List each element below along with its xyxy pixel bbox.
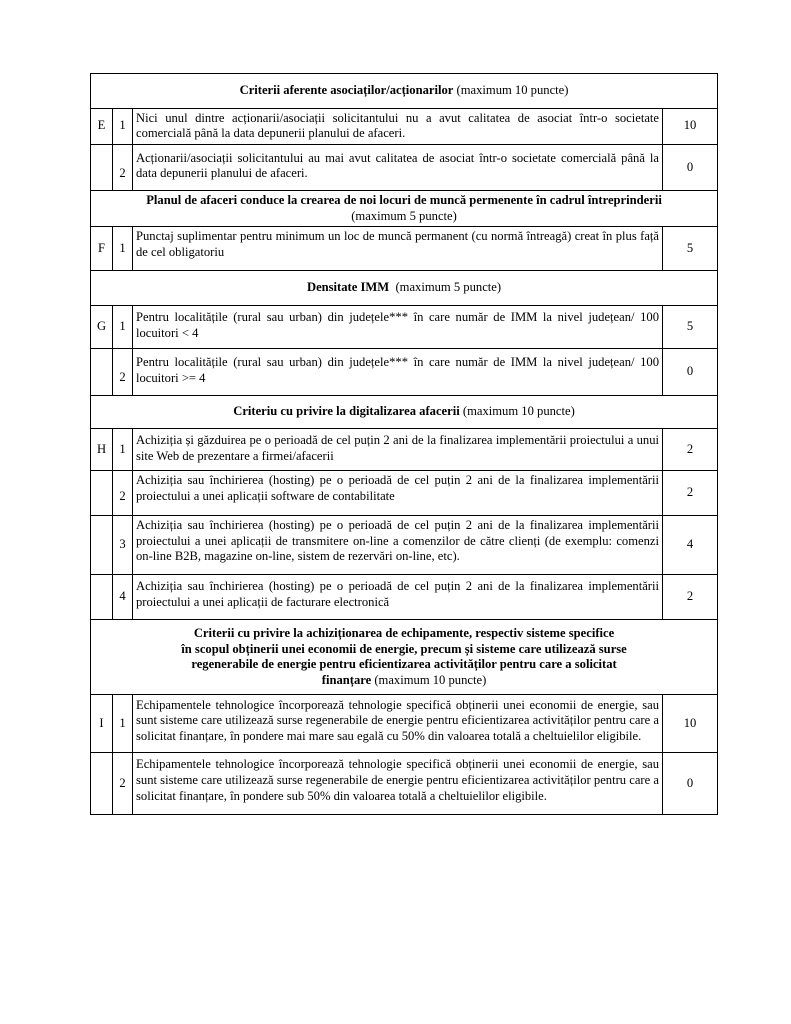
criterion-number: 1 [113,428,133,470]
criterion-text: Achiziția sau închirierea (hosting) pe o perioadă de cel puțin 2 ani de la finalizarea implementării proiectului a unei aplicații de facturare electronică [133,575,663,620]
criterion-score: 0 [663,349,718,396]
criterion-text: Pentru localitățile (rural sau urban) din județele*** în care număr de IMM la nivel județean/ 100 locuitori < 4 [133,305,663,348]
criterion-number: 2 [113,349,133,396]
section-header-row [91,190,718,226]
criterion-score: 5 [663,227,718,271]
criterion-score: 4 [663,516,718,575]
criterion-letter-empty [91,575,113,620]
section-title-line: finanțare [321,673,372,688]
table-row [91,349,718,396]
criterion-letter-empty [91,753,113,815]
section-title-line: Criterii cu privire la achiziționarea de echipamente, respectiv sisteme specifice [193,626,615,641]
criterion-number: 2 [113,144,133,190]
table-row [91,694,718,753]
section-header-g [91,271,718,306]
section-title: Densitate IMM [306,280,390,295]
section-title: Planul de afaceri conduce la crearea de noi locuri de muncă permenente în cadrul întreprinderii [146,192,662,207]
criterion-score: 0 [663,144,718,190]
section-header-i [91,620,718,694]
criterion-number: 2 [113,753,133,815]
criterion-text: Punctaj suplimentar pentru minimum un loc de muncă permanent (cu normă întreagă) creat în plus față de cel obligatoriu [133,227,663,271]
criterion-text: Achiziția sau închirierea (hosting) pe o perioadă de cel puțin 2 ani de la finalizarea implementării proiectului a unei aplicații software de contabilitate [133,471,663,516]
section-max-points: (maximum 10 puncte) [371,673,487,688]
criterion-number: 1 [113,305,133,348]
table-row [91,227,718,271]
section-header-f [91,190,718,226]
section-title-line: regenerabile de energie pentru eficientizarea activităților pentru care a solicitat [191,657,617,672]
criterion-letter: H [91,428,113,470]
criterion-score: 0 [663,753,718,815]
criteria-table [90,73,718,815]
criterion-letter: E [91,108,113,144]
criterion-score: 2 [663,575,718,620]
section-max-points: (maximum 5 puncte) [389,280,502,295]
criterion-text: Echipamentele tehnologice încorporează tehnologie specifică obținerii unei economii de energie, sau sunt sisteme care utilizează surse regenerabile de energie pentru eficientizarea activităților pentru care a solicitat finanțare, în pondere mai mare sau egală cu 50% din valoarea totală a cheltuielilor eligibile. [133,694,663,753]
table-row [91,428,718,470]
table-row [91,305,718,348]
criterion-text: Achiziția sau închirierea (hosting) pe o perioadă de cel puțin 2 ani de la finalizarea implementării proiectului a unei aplicații de transmitere on-line a comenzilor de către clienți (de exemplu: comenzi on-line B2B, magazine on-line, sistem de rezervări on-line, etc). [133,516,663,575]
criterion-text: Acționarii/asociații solicitantului au mai avut calitatea de asociat într-o societate comercială până la data depunerii planului de afaceri. [133,144,663,190]
criterion-letter: G [91,305,113,348]
table-row [91,575,718,620]
criterion-letter: F [91,227,113,271]
criterion-score: 10 [663,694,718,753]
section-header-row [91,396,718,429]
section-header-row [91,271,718,306]
section-header-h [91,396,718,429]
section-max-points: (maximum 5 puncte) [351,208,457,223]
table-row [91,108,718,144]
criterion-text: Echipamentele tehnologice încorporează tehnologie specifică obținerii unei economii de energie, sau sunt sisteme care utilizează surse regenerabile de energie pentru eficientizarea activităților pentru care a solicitat finanțare, în pondere sub 50% din valoarea totală a cheltuielilor eligibile. [133,753,663,815]
criterion-text: Nici unul dintre acționarii/asociații solicitantului nu a avut calitatea de asociat într-o societate comercială până la data depunerii planului de afaceri. [133,108,663,144]
criterion-number: 1 [113,694,133,753]
criterion-score: 2 [663,471,718,516]
section-header-row [91,620,718,694]
criterion-number: 2 [113,471,133,516]
criterion-number: 1 [113,227,133,271]
section-max-points: (maximum 10 puncte) [459,404,575,419]
table-row [91,516,718,575]
criterion-letter-empty [91,144,113,190]
section-header-row [91,74,718,109]
section-header-e [91,74,718,109]
criterion-number: 3 [113,516,133,575]
criterion-score: 2 [663,428,718,470]
criterion-score: 10 [663,108,718,144]
criterion-score: 5 [663,305,718,348]
criterion-number: 1 [113,108,133,144]
criterion-text: Pentru localitățile (rural sau urban) din județele*** în care număr de IMM la nivel județean/ 100 locuitori >= 4 [133,349,663,396]
criterion-text: Achiziția și găzduirea pe o perioadă de cel puțin 2 ani de la finalizarea implementării proiectului a unui site Web de prezentare a firmei/afacerii [133,428,663,470]
section-title: Criterii aferente asociaților/acționarilor [239,83,454,97]
criterion-letter-empty [91,471,113,516]
criterion-letter-empty [91,349,113,396]
table-row [91,144,718,190]
criterion-number: 4 [113,575,133,620]
criterion-letter-empty [91,516,113,575]
table-row [91,753,718,815]
table-row [91,471,718,516]
section-title-line: în scopul obținerii unei economii de energie, precum și sisteme care utilizează surse [181,641,627,656]
section-max-points: (maximum 10 puncte) [453,83,569,97]
section-title: Criteriu cu privire la digitalizarea afacerii [233,404,460,419]
criterion-letter: I [91,694,113,753]
